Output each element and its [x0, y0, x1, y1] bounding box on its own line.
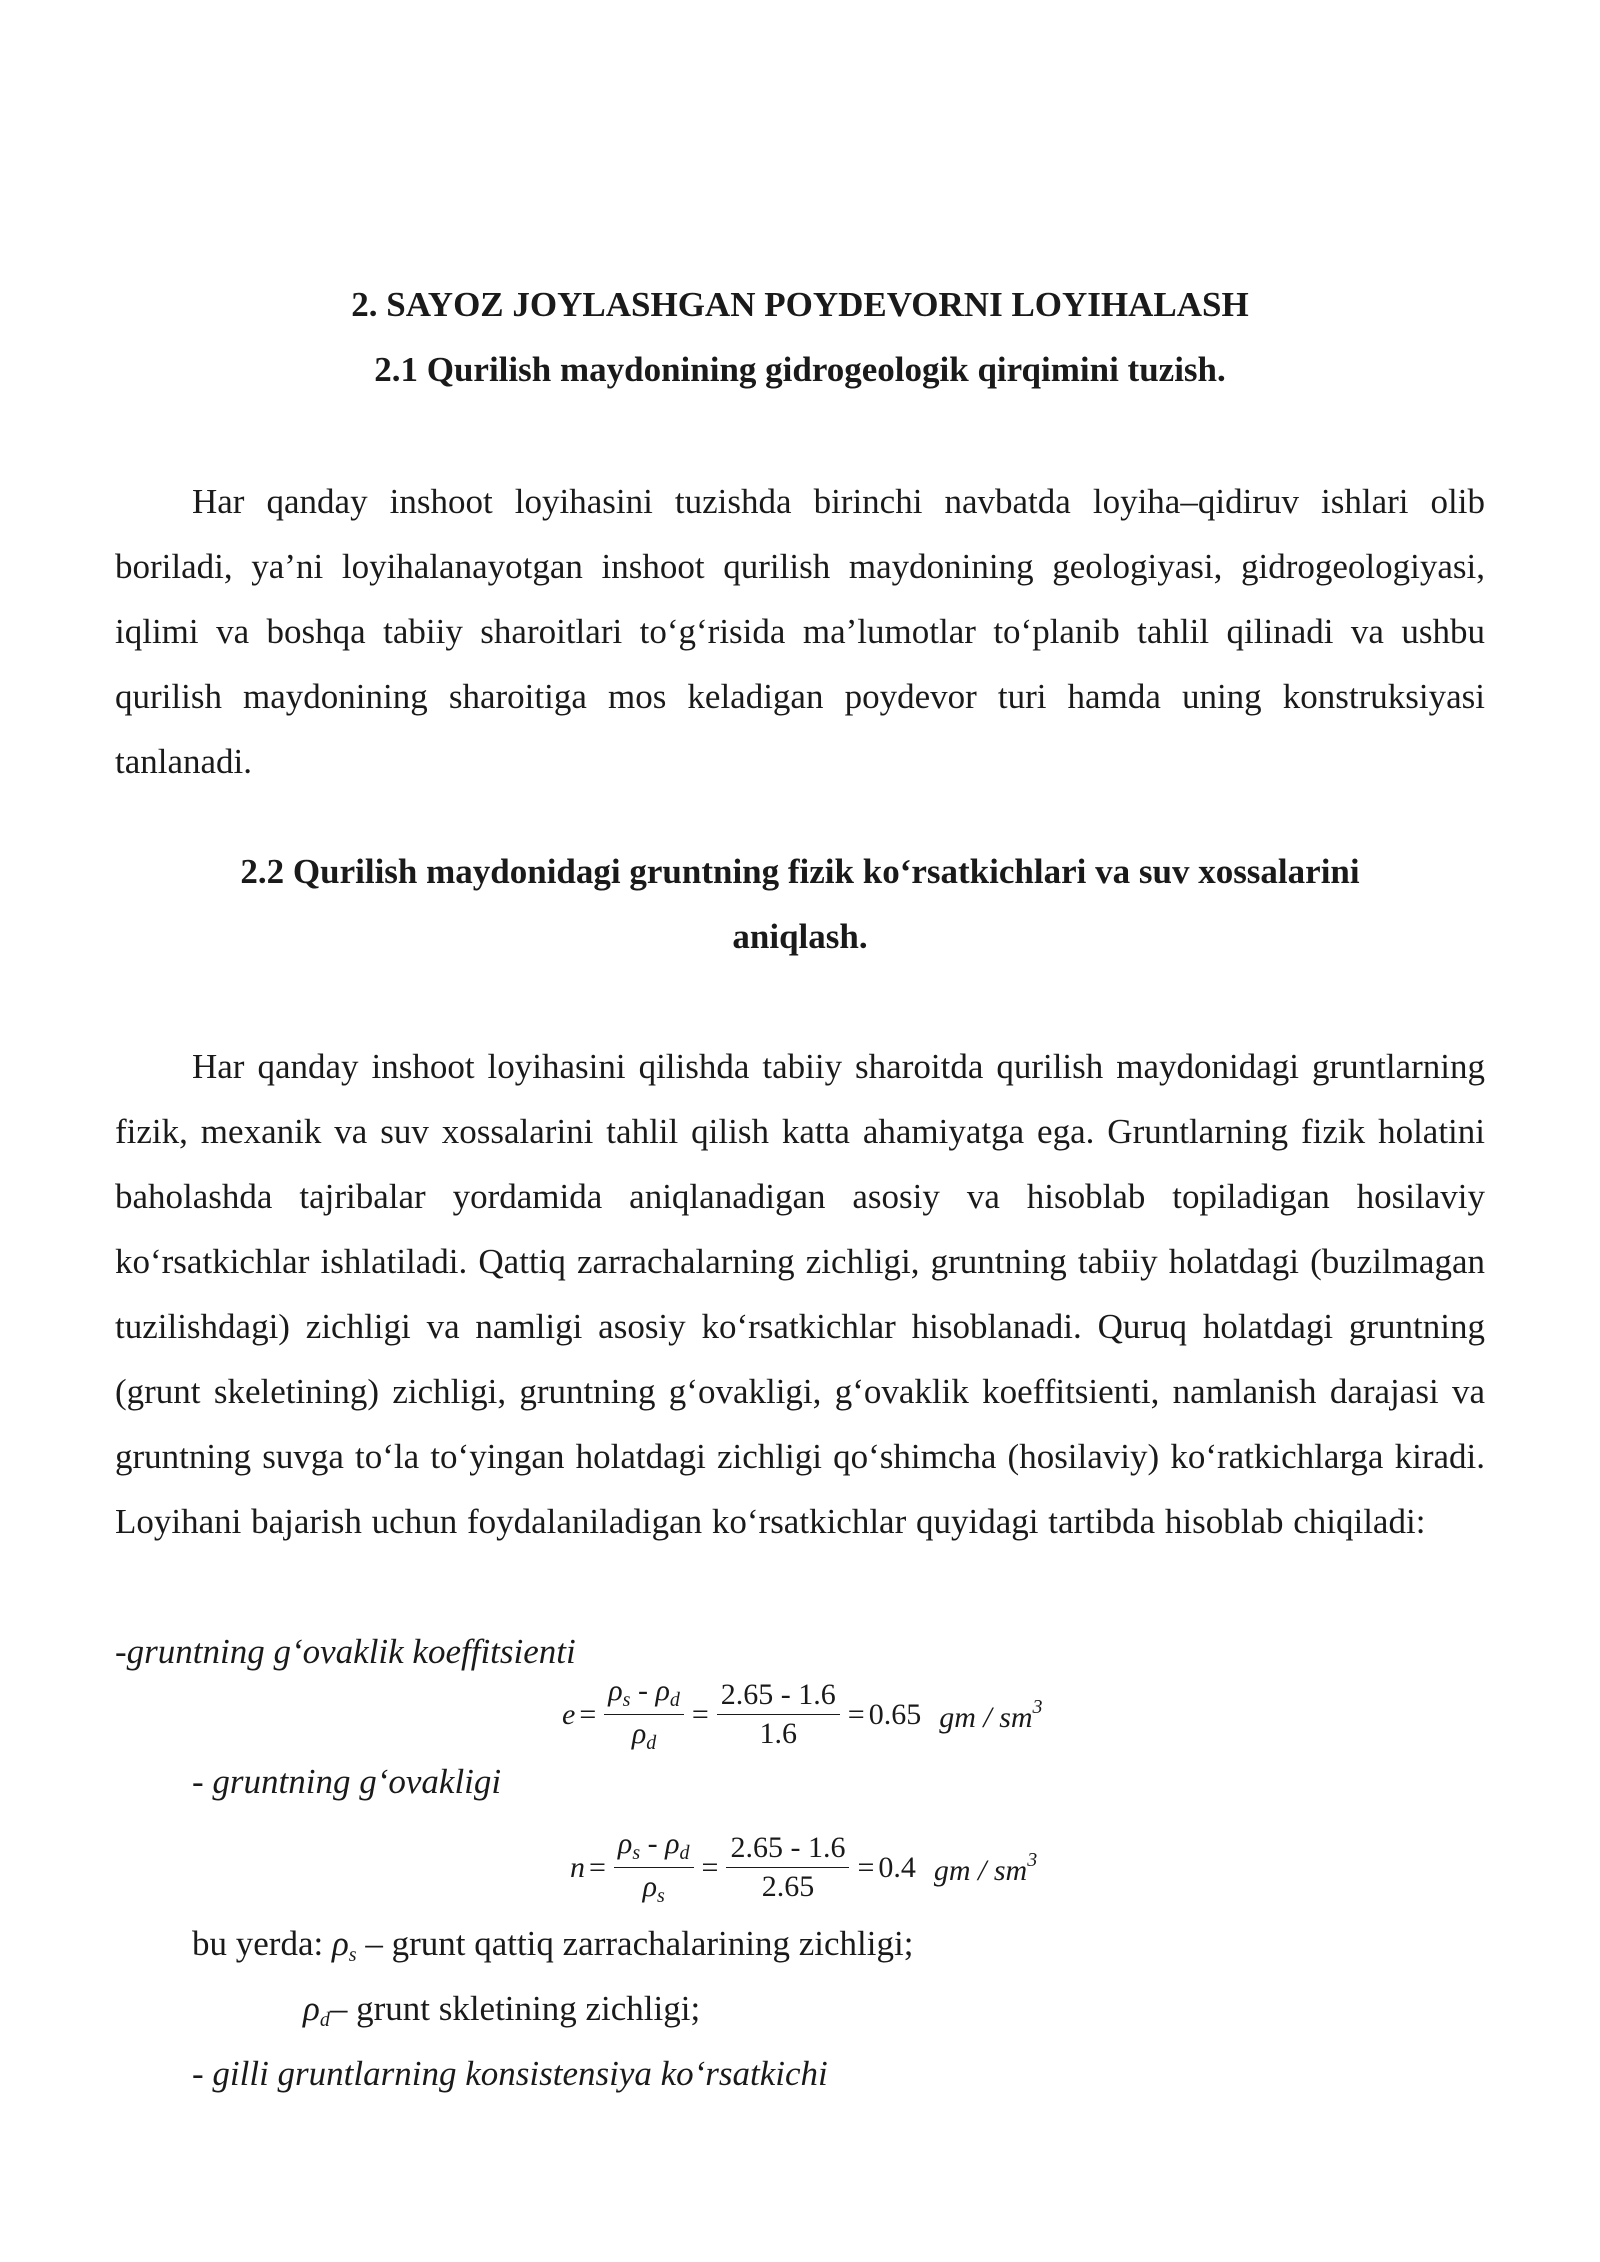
- unit-exponent: 3: [1027, 1848, 1038, 1871]
- minus-sign: -: [640, 1827, 666, 1860]
- formula-n-eq1: =: [589, 1850, 606, 1884]
- formula-n-result: 0.4: [878, 1850, 916, 1884]
- label-void-ratio: -gruntning g‘ovaklik koeffitsienti: [115, 1632, 576, 1671]
- formula-e-unit: [939, 1697, 1042, 1733]
- formula-e-numeric-denominator: 1.6: [759, 1717, 798, 1750]
- subscript-d: d: [319, 2009, 330, 2031]
- rho-symbol: ρ: [608, 1674, 623, 1707]
- definition-intro: bu yerda:: [192, 1924, 332, 1963]
- formula-e-symbolic-denominator: [628, 1715, 660, 1753]
- formula-n-symbolic-fraction: [614, 1829, 694, 1906]
- formula-n-eq2: =: [701, 1850, 719, 1884]
- rho-symbol: ρ: [665, 1827, 680, 1860]
- paragraph-intro: Har qanday inshoot loyihasini tuzishda birinchi navbatda loyiha–qidiruv ishlari olib boriladi, ya’ni loyihalanayotgan inshoot qurilish maydonining geologiyasi, gidrogeologiyasi, iqlimi va boshqa tabiiy sharoitlari to‘g‘risida ma’lumotlar to‘planib tahlil qilinadi va ushbu qurilish maydonining sharoitiga mos keladigan poydevor turi hamda uning konstruksiyasi tanlanadi.: [115, 482, 1485, 781]
- formula-e-result: 0.65: [868, 1697, 922, 1731]
- section-title-2-1: 2.1 Qurilish maydonining gidrogeologik qirqimini tuzish.: [374, 350, 1226, 389]
- subscript-d: d: [646, 1732, 657, 1754]
- definition-rho-d-text: – grunt skletining zichligi;: [329, 1989, 701, 2028]
- rho-symbol: ρ: [331, 1924, 349, 1963]
- formula-e-eq3: =: [847, 1697, 865, 1731]
- formula-n-lhs: n: [570, 1850, 585, 1884]
- minus-sign: -: [630, 1674, 656, 1707]
- unit-text: gm / sm: [933, 1853, 1028, 1887]
- rho-symbol: ρ: [642, 1870, 658, 1903]
- subscript-s: s: [622, 1689, 631, 1711]
- section-title-2-2-line1: 2.2 Qurilish maydonidagi gruntning fizik ko‘rsatkichlari va suv xossalarini: [240, 852, 1360, 891]
- formula-void-ratio: [562, 1676, 1043, 1753]
- paragraph-soil-properties: Har qanday inshoot loyihasini qilishda tabiiy sharoitda qurilish maydonidagi gruntlarning fizik, mexanik va suv xossalarini tahlil qilish katta ahamiyatga ega. Gruntlarning fizik holatini baholashda tajribalar yordamida aniqlanadigan asosiy va hisoblab topiladigan hosilaviy ko‘rsatkichlar ishlatiladi. Qattiq zarrachalarning zichligi, gruntning tabiiy holatdagi (buzilmagan tuzilishdagi) zichligi va namligi asosiy ko‘rsatkichlar hisoblanadi. Quruq holatdagi gruntning (grunt skeletining) zichligi, gruntning g‘ovakligi, g‘ovaklik koeffitsienti, namlanish darajasi va gruntning suvga to‘la to‘yingan holatdagi zichligi qo‘shimcha (hosilaviy) ko‘ratkichlarga kiradi. Loyihani bajarish uchun foydalaniladigan ko‘rsatkichlar quyidagi tartibda hisoblab chiqiladi:: [115, 1047, 1485, 1541]
- subscript-s: s: [348, 1944, 357, 1966]
- formula-e-symbolic-numerator: [604, 1676, 684, 1715]
- section-title-2-2-line2: aniqlash.: [732, 917, 868, 956]
- formula-e-numeric-numerator: 2.65 - 1.6: [717, 1680, 840, 1715]
- unit-exponent: 3: [1032, 1695, 1043, 1718]
- formula-e-eq1: =: [579, 1697, 597, 1731]
- formula-n-symbolic-denominator: [639, 1868, 669, 1906]
- formula-e-numeric-fraction: [717, 1680, 840, 1749]
- rho-symbol: ρ: [617, 1827, 633, 1860]
- formula-n-numeric-numerator: 2.65 - 1.6: [726, 1833, 849, 1868]
- formula-n-unit: [934, 1850, 1037, 1886]
- formula-n-numeric-denominator: 2.65: [761, 1870, 815, 1903]
- unit-text: gm / sm: [939, 1700, 1033, 1734]
- rho-symbol: ρ: [631, 1717, 647, 1750]
- subscript-d: d: [679, 1842, 690, 1864]
- formula-n-eq3: =: [857, 1850, 875, 1884]
- rho-symbol: ρ: [655, 1674, 670, 1707]
- label-porosity: - gruntning g‘ovakligi: [192, 1762, 502, 1801]
- formula-e-eq2: =: [691, 1697, 709, 1731]
- subscript-s: s: [657, 1885, 665, 1907]
- definition-rho-s-text: – grunt qattiq zarrachalarining zichligi;: [356, 1924, 914, 1963]
- formula-n-numeric-fraction: [726, 1833, 849, 1902]
- subscript-s: s: [632, 1842, 641, 1864]
- formula-n-symbolic-numerator: [614, 1829, 694, 1868]
- formula-e-symbolic-fraction: [604, 1676, 684, 1753]
- chapter-title: 2. SAYOZ JOYLASHGAN POYDEVORNI LOYIHALASH: [351, 285, 1249, 324]
- rho-symbol: ρ: [303, 1989, 320, 2028]
- label-consistency: - gilli gruntlarning konsistensiya ko‘rsatkichi: [192, 2054, 828, 2093]
- subscript-d: d: [669, 1689, 680, 1711]
- formula-e-lhs: e: [562, 1697, 576, 1731]
- formula-porosity: [570, 1829, 1037, 1906]
